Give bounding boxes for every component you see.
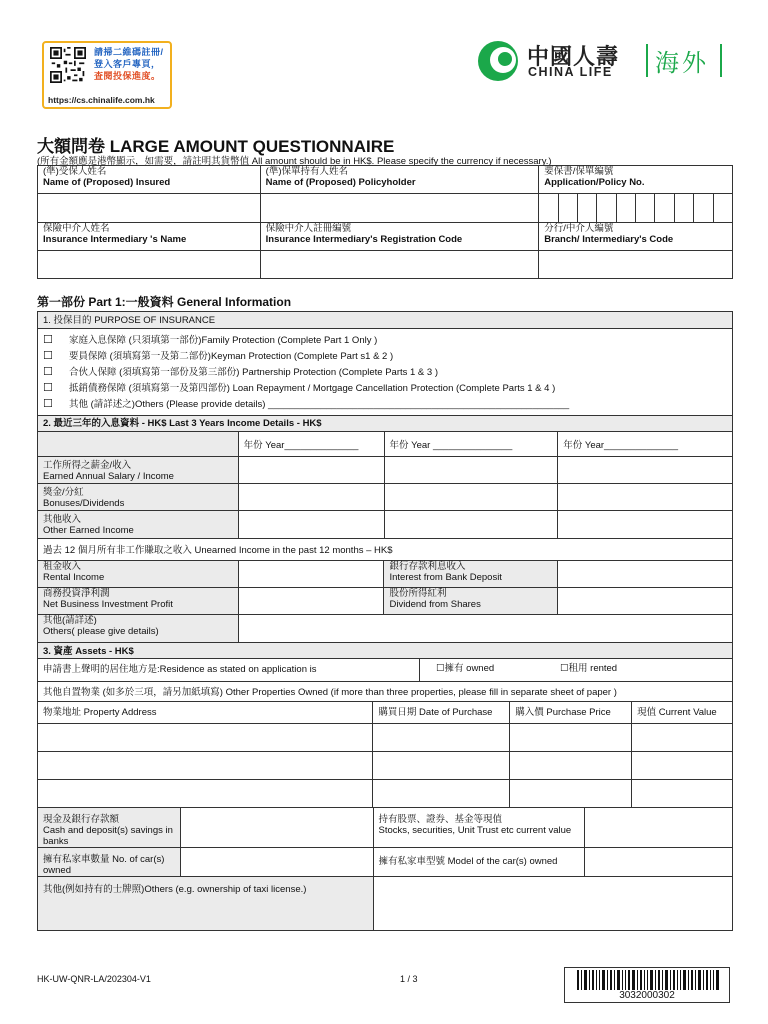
bonus-year1[interactable] bbox=[238, 484, 384, 511]
col-current-value: 現值 Current Value bbox=[632, 702, 733, 724]
salary-label: 工作所得之薪金/收入 Earned Annual Salary / Income bbox=[38, 457, 239, 484]
barcode-box bbox=[564, 967, 730, 1003]
purpose-table bbox=[37, 311, 733, 416]
qr-promo-box bbox=[42, 41, 172, 109]
other-income-year3[interactable] bbox=[558, 511, 733, 539]
others-income-field[interactable] bbox=[238, 615, 732, 643]
holder-name-field[interactable] bbox=[260, 194, 539, 223]
residence-label: 申請書上聲明的居住地方是:Residence as stated on application is bbox=[38, 659, 420, 681]
unearned-header: 過去 12 個月所有非工作賺取之收入 Unearned Income in the past 12 months – HK$ bbox=[38, 539, 733, 561]
other-income-year2[interactable] bbox=[384, 511, 558, 539]
purpose-header: 1. 投保目的 PURPOSE OF INSURANCE bbox=[38, 312, 733, 329]
purpose-option: ☐ 抵銷債務保障 (須填寫第一及第四部份) Loan Repayment / Mortgage Cancellation Protection (Complete Parts 1 & 4 ) bbox=[43, 381, 556, 394]
property-value-field[interactable] bbox=[632, 724, 733, 752]
intermediary-name-label: 保險中介人姓名 Insurance Intermediary 's Name bbox=[38, 223, 261, 251]
logo-english-name: CHINA LIFE bbox=[528, 65, 613, 79]
qr-url[interactable]: https://cs.chinalife.com.hk bbox=[48, 95, 155, 105]
intermediary-reg-field[interactable] bbox=[260, 251, 539, 279]
cars-label: 擁有私家車數量 No. of car(s) owned bbox=[38, 848, 181, 877]
salary-year2[interactable] bbox=[384, 457, 558, 484]
purpose-option: ☐ 家庭入息保障 (只須填第一部份)Family Protection (Complete Part 1 Only ) bbox=[43, 333, 378, 346]
barcode-number: 3032000302 bbox=[619, 990, 675, 1001]
insured-label: (準)受保人姓名 Name of (Proposed) Insured bbox=[38, 166, 261, 194]
year-field-3[interactable]: 年份 Year______________ bbox=[558, 432, 733, 457]
checkbox-icon[interactable]: ☐ bbox=[43, 381, 53, 394]
checkbox-icon[interactable]: ☐ bbox=[43, 397, 53, 410]
branch-code-field[interactable] bbox=[539, 251, 733, 279]
checkbox-icon[interactable]: ☐ bbox=[43, 349, 53, 362]
application-no-field[interactable] bbox=[539, 194, 733, 223]
others-assets-label: 其他(例如持有的士牌照)Others (e.g. ownership of taxi license.) bbox=[38, 877, 374, 931]
residence-row bbox=[38, 659, 733, 682]
rented-checkbox[interactable]: ☐租用 rented bbox=[560, 663, 618, 674]
property-row bbox=[38, 724, 733, 752]
car-model-field[interactable] bbox=[585, 848, 733, 877]
col-purchase-price: 購入價 Purchase Price bbox=[510, 702, 632, 724]
bonus-year3[interactable] bbox=[558, 484, 733, 511]
application-no-label: 要保書/保單編號 Application/Policy No. bbox=[539, 166, 733, 194]
assets-header: 3. 資產 Assets - HK$ bbox=[38, 643, 733, 659]
year-field-2[interactable]: 年份 Year _______________ bbox=[384, 432, 558, 457]
business-field[interactable] bbox=[238, 588, 384, 615]
salary-year3[interactable] bbox=[558, 457, 733, 484]
col-date-of-purchase: 購買日期 Date of Purchase bbox=[373, 702, 510, 724]
rental-label: 租金收入 Rental Income bbox=[38, 561, 239, 588]
property-row bbox=[38, 780, 733, 808]
page-number: 1 / 3 bbox=[400, 974, 418, 984]
property-date-field[interactable] bbox=[373, 724, 510, 752]
qr-code[interactable] bbox=[50, 47, 86, 83]
interest-field[interactable] bbox=[558, 561, 733, 588]
barcode-icon bbox=[577, 970, 719, 990]
property-value-field[interactable] bbox=[632, 780, 733, 808]
general-info-section bbox=[37, 311, 733, 931]
page-title: 大額問卷 LARGE AMOUNT QUESTIONNAIRE bbox=[37, 137, 395, 156]
insured-name-field[interactable] bbox=[38, 194, 261, 223]
property-value-field[interactable] bbox=[632, 752, 733, 780]
branch-code-label: 分行/中介人編號 Branch/ Intermediary's Code bbox=[539, 223, 733, 251]
other-income-year1[interactable] bbox=[238, 511, 384, 539]
qr-instruction bbox=[94, 46, 168, 82]
bonus-year2[interactable] bbox=[384, 484, 558, 511]
intermediary-reg-label: 保險中介人註冊編號 Insurance Intermediary's Registration Code bbox=[260, 223, 539, 251]
property-price-field[interactable] bbox=[510, 752, 632, 780]
others-income-label: 其他(請詳述) Others( please give details) bbox=[38, 615, 239, 643]
stocks-label: 持有股票、證券、基金等現值 Stocks, securities, Unit Trust etc current value bbox=[373, 808, 585, 848]
cash-label: 現金及銀行存款額 Cash and deposit(s) savings in banks bbox=[38, 808, 181, 848]
purpose-option: ☐ 要員保障 (須填寫第一及第二部份)Keyman Protection (Complete Part s1 & 2 ) bbox=[43, 349, 394, 362]
col-property-address: 物業地址 Property Address bbox=[38, 702, 373, 724]
qr-instruction-line1: 請掃二維碼註冊/登入客戶專頁， bbox=[94, 47, 164, 69]
property-address-field[interactable] bbox=[38, 724, 373, 752]
checkbox-icon[interactable]: ☐ bbox=[43, 333, 53, 346]
property-row bbox=[38, 752, 733, 780]
logo-chinese-name: 中國人壽 bbox=[527, 44, 620, 69]
stocks-field[interactable] bbox=[585, 808, 733, 848]
purpose-option: ☐ 其他 (請詳述之)Others (Please provide details) _________________________________________________________ bbox=[43, 397, 570, 410]
rental-field[interactable] bbox=[238, 561, 384, 588]
owned-checkbox[interactable]: ☐擁有 owned bbox=[436, 663, 495, 674]
assets-other-table bbox=[37, 807, 733, 931]
dividend-label: 股份所得紅利 Dividend from Shares bbox=[384, 588, 558, 615]
other-income-label: 其他收入 Other Earned Income bbox=[38, 511, 239, 539]
page-subtitle: (所有金額應是港幣顯示，如需要，請註明其貨幣值 All amount should be in HK$. Please specify the currency if necessary.) bbox=[37, 156, 552, 167]
property-address-field[interactable] bbox=[38, 752, 373, 780]
year-field-1[interactable]: 年份 Year______________ bbox=[238, 432, 384, 457]
income-table bbox=[37, 415, 733, 561]
china-life-logo-icon bbox=[477, 40, 519, 82]
cash-field[interactable] bbox=[180, 808, 373, 848]
qr-instruction-line2: 查閱投保進度。 bbox=[94, 71, 161, 81]
purpose-options bbox=[38, 329, 733, 416]
property-address-field[interactable] bbox=[38, 780, 373, 808]
purpose-option: ☐ 合伙人保障 (須填寫第一部份及第三部份) Partnership Protection (Complete Parts 1 & 3 ) bbox=[43, 365, 438, 378]
other-properties-header: 其他自置物業 (如多於三項，請另加紙填寫) Other Properties Owned (if more than three properties, please fill in separate sheet of paper ) bbox=[38, 682, 733, 702]
business-label: 商務投資淨利潤 Net Business Investment Profit bbox=[38, 588, 239, 615]
cars-field[interactable] bbox=[180, 848, 373, 877]
logo-divider bbox=[720, 44, 722, 77]
property-price-field[interactable] bbox=[510, 724, 632, 752]
income-header: 2. 最近三年的入息資料 - HK$ Last 3 Years Income Details - HK$ bbox=[38, 416, 733, 432]
intermediary-name-field[interactable] bbox=[38, 251, 261, 279]
dividend-field[interactable] bbox=[558, 588, 733, 615]
holder-label: (準)保單持有人姓名 Name of (Proposed) Policyholder bbox=[260, 166, 539, 194]
salary-year1[interactable] bbox=[238, 457, 384, 484]
form-code: HK-UW-QNR-LA/202304-V1 bbox=[37, 974, 151, 984]
assets-table bbox=[37, 642, 733, 808]
others-assets-field[interactable] bbox=[373, 877, 733, 931]
logo-division: 海外 bbox=[655, 50, 709, 77]
property-date-field[interactable] bbox=[373, 780, 510, 808]
property-date-field[interactable] bbox=[373, 752, 510, 780]
year-spacer bbox=[38, 432, 239, 457]
checkbox-icon[interactable]: ☐ bbox=[43, 365, 53, 378]
bonus-label: 獎金/分紅 Bonuses/Dividends bbox=[38, 484, 239, 511]
logo-divider bbox=[646, 44, 648, 77]
interest-label: 銀行存款利息收入 Interest from Bank Deposit bbox=[384, 561, 558, 588]
property-price-field[interactable] bbox=[510, 780, 632, 808]
car-model-label: 擁有私家車型號 Model of the car(s) owned bbox=[373, 848, 585, 877]
unearned-table bbox=[37, 560, 733, 643]
applicant-info-table bbox=[37, 165, 733, 279]
section-title: 第一部份 Part 1:一般資料 General Information bbox=[37, 295, 292, 309]
